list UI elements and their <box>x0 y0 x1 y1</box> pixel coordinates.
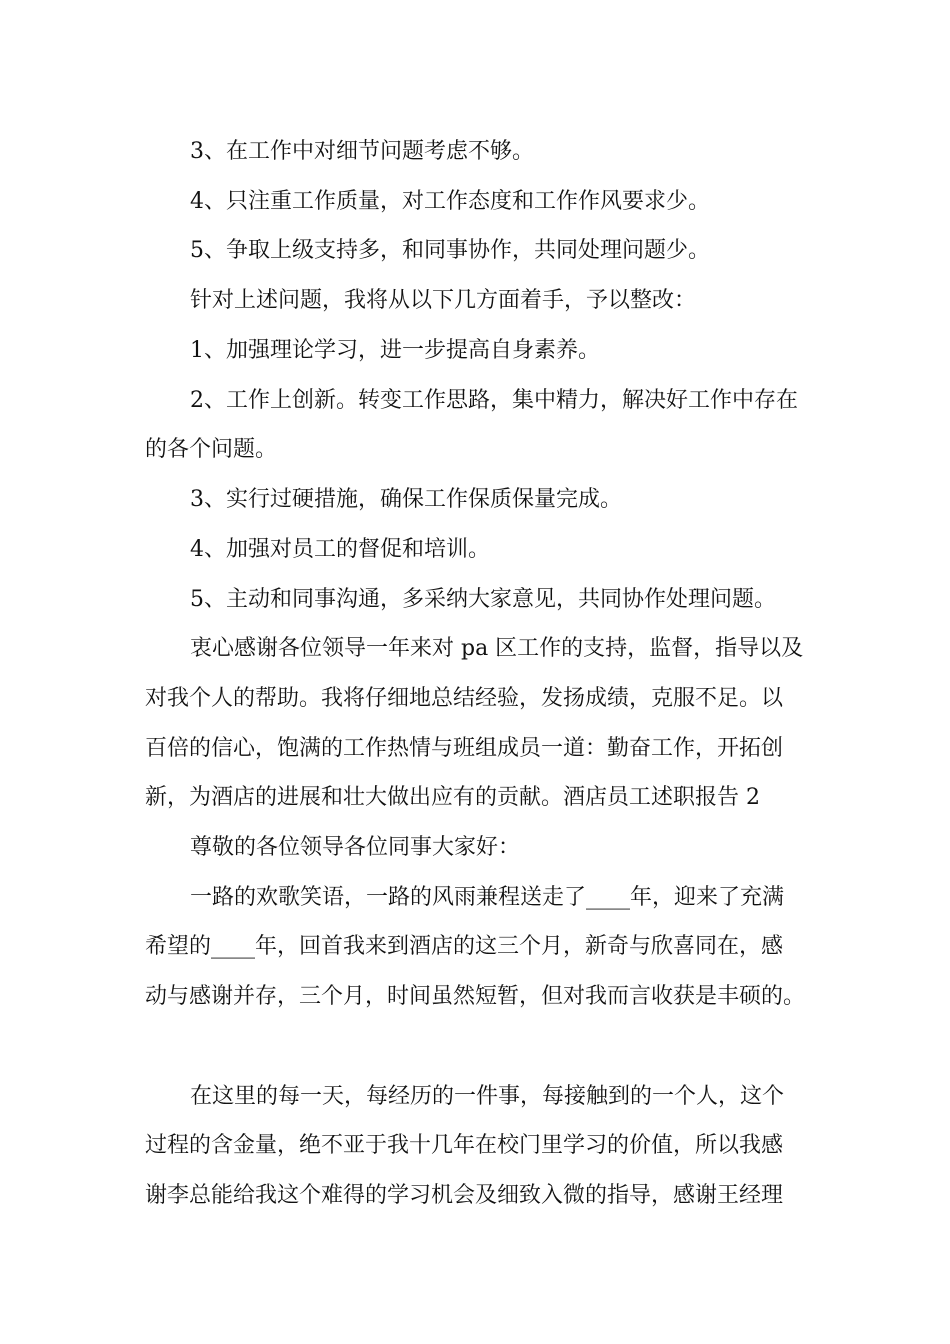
text-line-15: 尊敬的各位领导各位同事大家好： <box>190 835 521 860</box>
text-line-21: 谢李总能给我这个难得的学习机会及细致入微的指导，感谢王经理 <box>145 1183 784 1208</box>
text-line-2: 4、只注重工作质量，对工作态度和工作作风要求少。 <box>190 189 710 214</box>
text-line-17: 希望的____年，回首我来到酒店的这三个月，新奇与欣喜同在，感 <box>145 934 784 959</box>
text-line-14: 新，为酒店的进展和壮大做出应有的贡献。酒店员工述职报告 2 <box>145 785 760 810</box>
text-line-9: 4、加强对员工的督促和培训。 <box>190 537 490 562</box>
text-line-4: 针对上述问题，我将从以下几方面着手，予以整改： <box>190 288 697 313</box>
text-line-8: 3、实行过硬措施，确保工作保质保量完成。 <box>190 487 622 512</box>
text-line-16: 一路的欢歌笑语，一路的风雨兼程送走了____年，迎来了充满 <box>190 885 785 910</box>
text-line-7: 的各个问题。 <box>145 437 278 462</box>
text-line-5: 1、加强理论学习，进一步提高自身素养。 <box>190 338 600 363</box>
text-line-1: 3、在工作中对细节问题考虑不够。 <box>190 139 534 164</box>
text-line-19: 在这里的每一天，每经历的一件事，每接触到的一个人，这个 <box>190 1084 785 1109</box>
text-line-10: 5、主动和同事沟通，多采纳大家意见，共同协作处理问题。 <box>190 587 776 612</box>
text-line-18: 动与感谢并存，三个月，时间虽然短暂，但对我而言收获是丰硕的。 <box>145 984 806 1009</box>
text-line-13: 百倍的信心，饱满的工作热情与班组成员一道：勤奋工作，开拓创 <box>145 736 784 761</box>
text-line-12: 对我个人的帮助。我将仔细地总结经验，发扬成绩，克服不足。以 <box>145 686 784 711</box>
text-line-6: 2、工作上创新。转变工作思路，集中精力，解决好工作中存在 <box>190 388 798 413</box>
text-line-3: 5、争取上级支持多，和同事协作，共同处理问题少。 <box>190 238 710 263</box>
text-line-11: 衷心感谢各位领导一年来对 pa 区工作的支持，监督，指导以及 <box>190 636 804 661</box>
text-line-20: 过程的含金量，绝不亚于我十几年在校门里学习的价值，所以我感 <box>145 1133 784 1158</box>
